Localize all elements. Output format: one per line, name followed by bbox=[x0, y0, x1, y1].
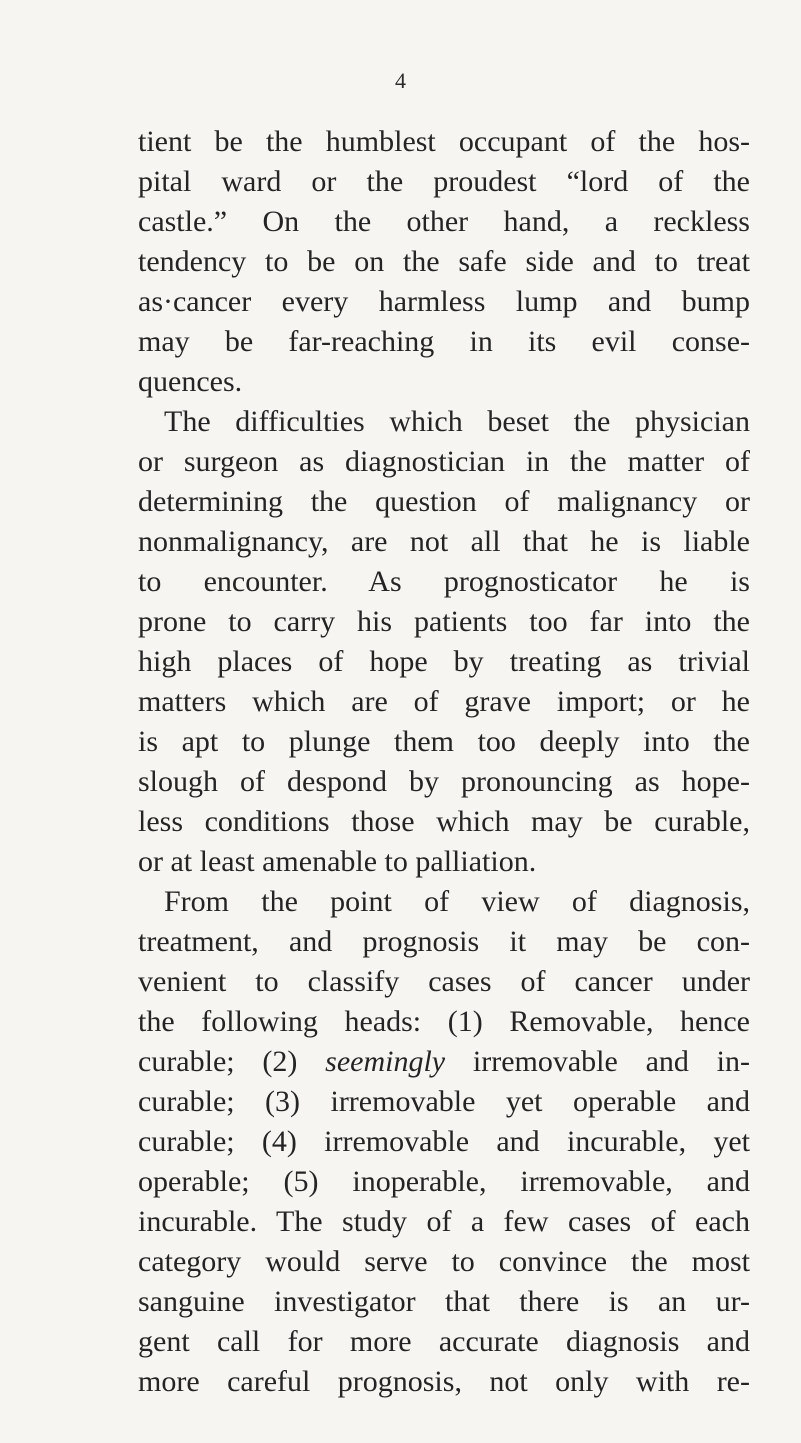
text-line: tendency to be on the safe side and to treat bbox=[138, 245, 750, 278]
text-line: determining the question of malignancy or bbox=[138, 485, 750, 518]
text-line: pital ward or the proudest “lord of the bbox=[138, 165, 750, 198]
text-line: treatment, and prognosis it may be con- bbox=[138, 925, 750, 958]
text-line: tient be the humblest occupant of the hos- bbox=[138, 125, 750, 158]
text-line: sanguine investigator that there is an ur- bbox=[138, 1285, 750, 1318]
text-line: high places of hope by treating as trivial bbox=[138, 645, 750, 678]
text-line: nonmalignancy, are not all that he is liable bbox=[138, 525, 750, 558]
italic-emphasis: seemingly bbox=[325, 1045, 446, 1078]
text-line: is apt to plunge them too deeply into the bbox=[138, 725, 750, 758]
text-line: more careful prognosis, not only with re- bbox=[138, 1365, 750, 1398]
text-line: curable; (4) irremovable and incurable, yet bbox=[138, 1125, 750, 1158]
text-line: less conditions those which may be curable, bbox=[138, 805, 750, 838]
text-line: category would serve to convince the most bbox=[138, 1245, 750, 1278]
text-line: the following heads: (1) Removable, hence bbox=[138, 1005, 750, 1038]
text-line bbox=[138, 1042, 750, 1082]
text-fragment: curable; (2) bbox=[138, 1045, 326, 1078]
text-line: matters which are of grave import; or he bbox=[138, 685, 750, 718]
text-line: venient to classify cases of cancer under bbox=[138, 965, 750, 998]
page-number: 4 bbox=[395, 68, 406, 93]
text-line: incurable. The study of a few cases of each bbox=[138, 1205, 750, 1238]
text-line: or surgeon as diagnostician in the matter of bbox=[138, 445, 750, 478]
text-line: operable; (5) inoperable, irremovable, and bbox=[138, 1165, 750, 1198]
text-line: quences. bbox=[138, 365, 243, 398]
paragraph-start-line: The difficulties which beset the physician bbox=[164, 405, 750, 438]
text-line: to encounter. As prognosticator he is bbox=[138, 565, 750, 598]
text-fragment: irremovable and in- bbox=[445, 1045, 750, 1078]
text-line: curable; (3) irremovable yet operable and bbox=[138, 1085, 750, 1118]
text-line: prone to carry his patients too far into the bbox=[138, 605, 750, 638]
paragraph-start-line: From the point of view of diagnosis, bbox=[164, 885, 750, 918]
text-line: castle.” On the other hand, a reckless bbox=[138, 205, 750, 238]
text-line: or at least amenable to palliation. bbox=[138, 845, 537, 878]
text-line: as·cancer every harmless lump and bump bbox=[138, 285, 750, 318]
text-line: gent call for more accurate diagnosis and bbox=[138, 1325, 750, 1358]
text-line: slough of despond by pronouncing as hope- bbox=[138, 765, 750, 798]
text-line: may be far-reaching in its evil conse- bbox=[138, 325, 750, 358]
